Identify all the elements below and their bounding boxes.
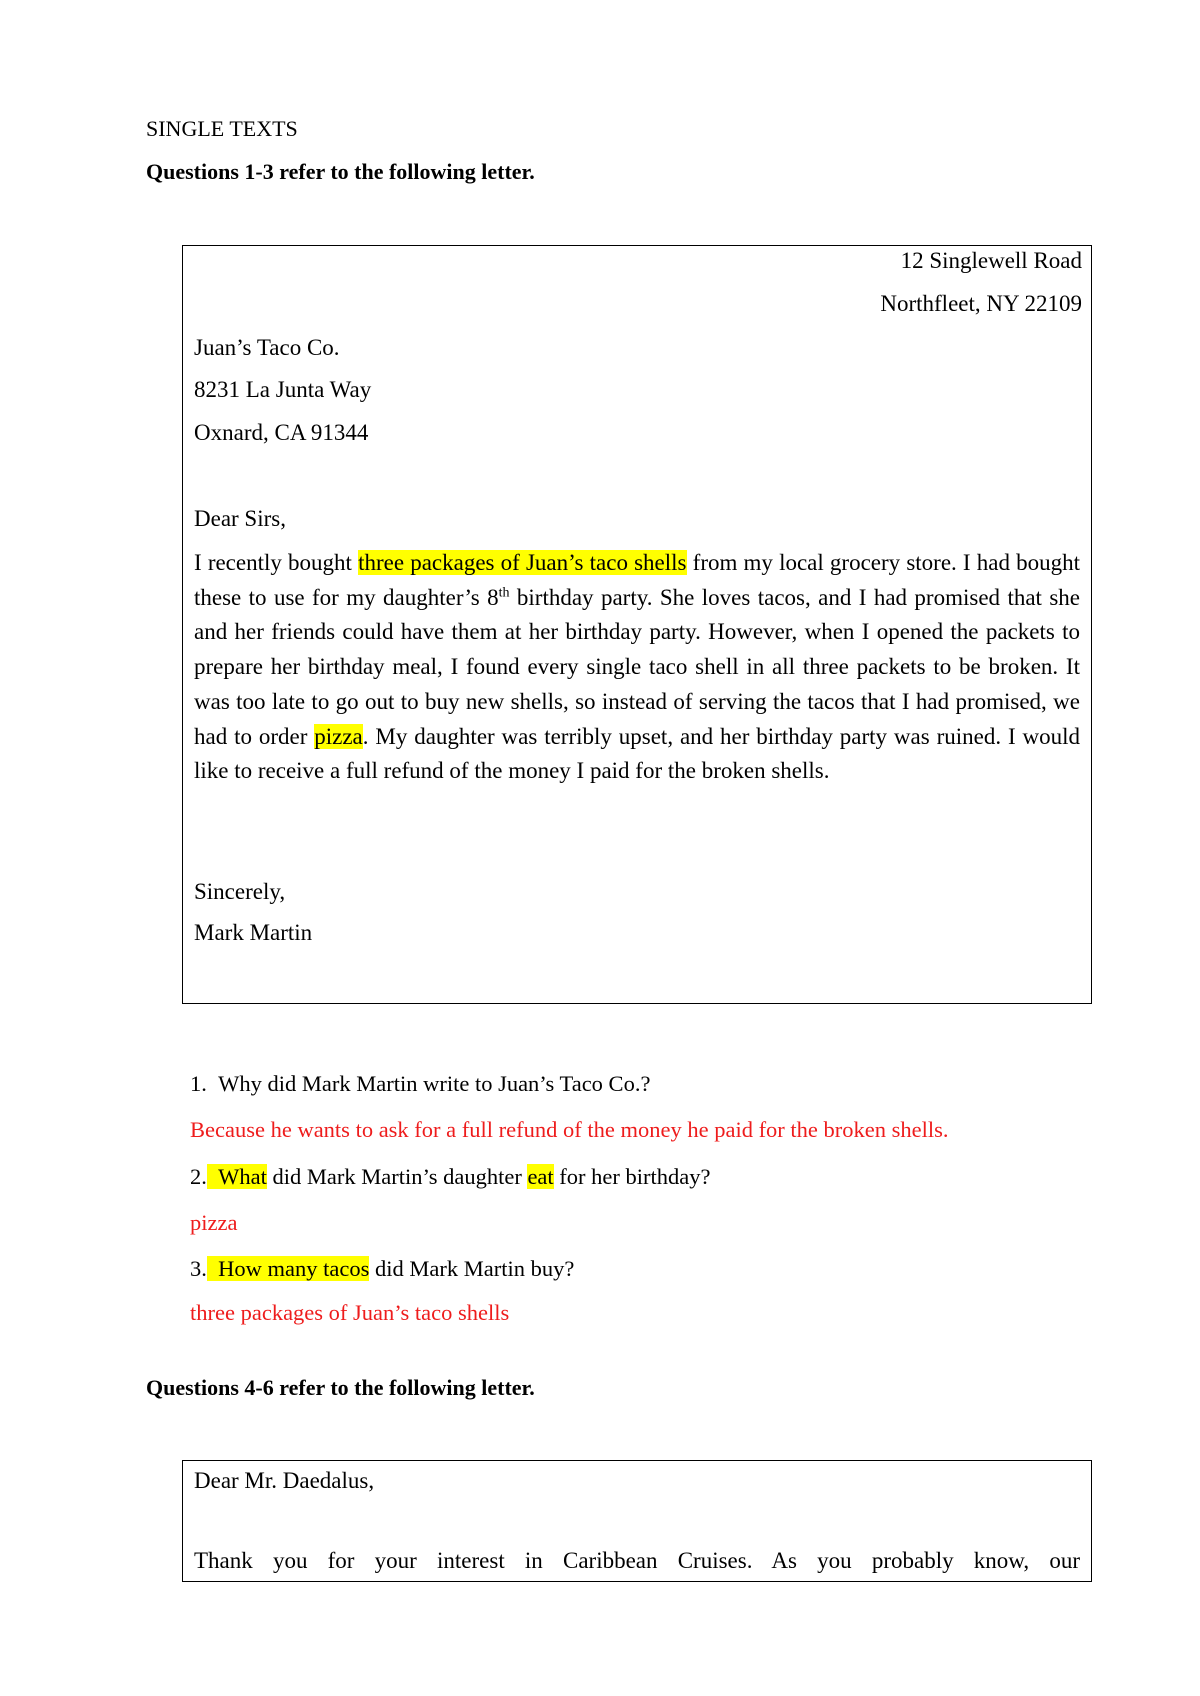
body-highlight-packages: three packages of Juan’s taco shells	[358, 550, 687, 575]
closing: Sincerely,	[194, 879, 286, 904]
question-1-number: 1.	[190, 1071, 207, 1096]
letter-body	[194, 546, 1080, 789]
body-superscript: th	[498, 585, 510, 601]
question-3-highlight: How many tacos	[207, 1256, 369, 1281]
letter2-first-line: Thank you for your interest in Caribbean Cruises. As you probably know, our	[194, 1548, 1080, 1573]
question-2-mid: did Mark Martin’s daughter	[266, 1164, 528, 1189]
recipient-line2: 8231 La Junta Way	[194, 377, 372, 402]
question-2-end: for her birthday?	[553, 1164, 711, 1189]
sender-address-line2: Northfleet, NY 22109	[880, 291, 1082, 316]
question-2-highlight-what: What	[207, 1164, 267, 1189]
body-part1: I recently bought	[194, 550, 359, 575]
answer-3: three packages of Juan’s taco shells	[190, 1300, 510, 1325]
group2-heading: Questions 4-6 refer to the following letter.	[146, 1375, 535, 1400]
salutation: Dear Sirs,	[194, 506, 286, 531]
question-2-number: 2.	[190, 1164, 207, 1189]
question-3	[190, 1254, 574, 1284]
question-2-highlight-eat: eat	[527, 1164, 554, 1189]
question-1-text: Why did Mark Martin write to Juan’s Taco Co.?	[218, 1071, 651, 1096]
body-highlight-pizza: pizza	[314, 723, 363, 749]
question-2	[190, 1162, 710, 1192]
body-part2: from my local grocery store. I had bought these to use for my daughter’s 8	[194, 550, 1081, 610]
answer-1: Because he wants to ask for a full refund of the money he paid for the broken shells.	[190, 1117, 949, 1142]
group1-heading: Questions 1-3 refer to the following letter.	[146, 159, 535, 184]
body-part4: . My daughter was terribly upset, and her birthday party was ruined. I would like to receive a full refund of the money I paid for the broken shells.	[194, 723, 1080, 784]
sender-address-line1: 12 Singlewell Road	[900, 248, 1082, 273]
section-title: SINGLE TEXTS	[146, 116, 298, 141]
recipient-line3: Oxnard, CA 91344	[194, 420, 369, 445]
question-3-number: 3.	[190, 1256, 207, 1281]
body-part3: birthday party. She loves tacos, and I had promised that she and her friends could have them at her birthday party. However, when I opened the packets to prepare her birthday meal, I found every single taco shell in all three packets to be broken. It was too late to go out to buy new shells, so instead of serving the tacos that I had promised, we had to order	[194, 584, 1080, 749]
question-1	[190, 1069, 650, 1099]
letter2-salutation: Dear Mr. Daedalus,	[194, 1468, 375, 1493]
answer-2: pizza	[190, 1210, 238, 1235]
recipient-line1: Juan’s Taco Co.	[194, 335, 340, 360]
signature: Mark Martin	[194, 920, 313, 945]
question-3-end: did Mark Martin buy?	[369, 1256, 575, 1281]
